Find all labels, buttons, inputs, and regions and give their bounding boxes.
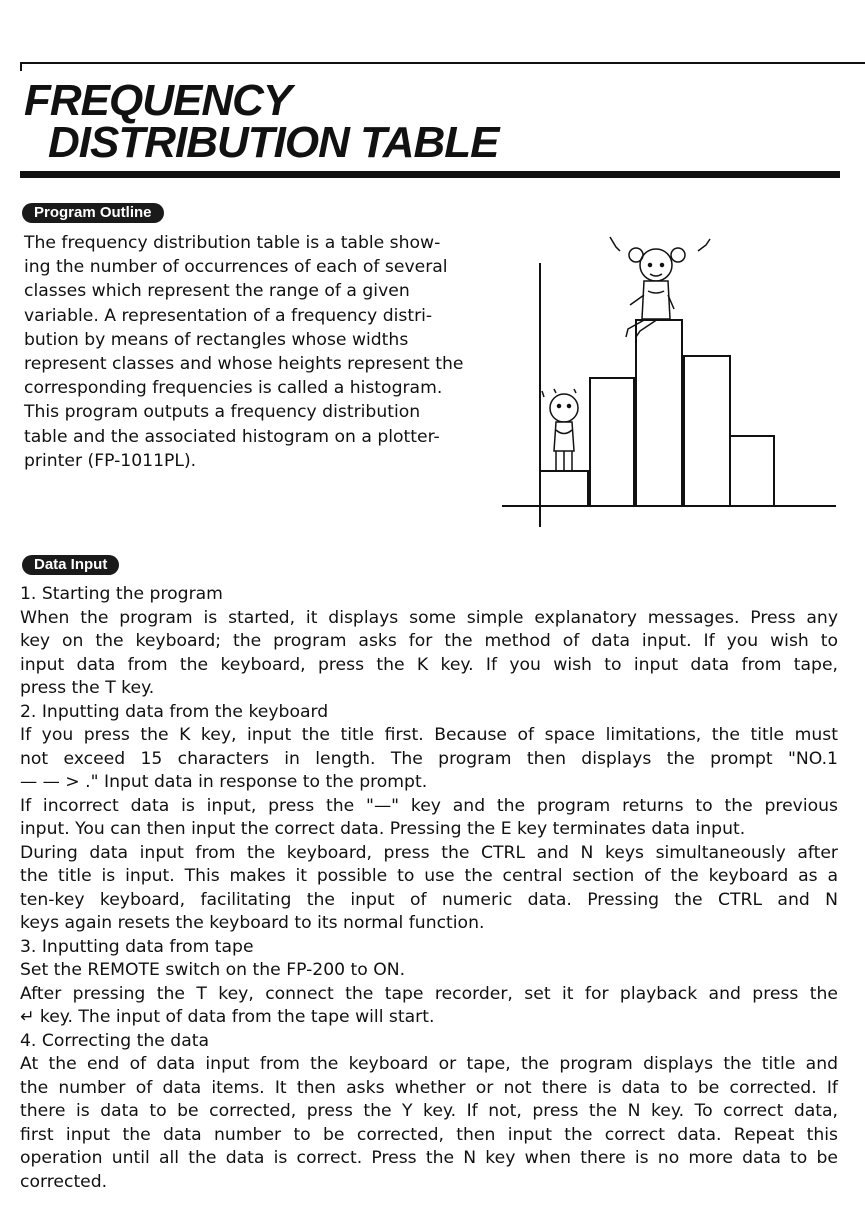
outline-line: bution by means of rectangles whose widths	[24, 329, 409, 350]
text-line: If incorrect data is input, press the "—" key and the program returns to the previous	[20, 795, 838, 816]
data-input-text	[20, 583, 838, 1194]
text-line: first input the data number to be corrected, then input the correct data. Repeat this	[20, 1124, 838, 1145]
text-line: Set the REMOTE switch on the FP-200 to ON.	[20, 960, 406, 980]
outline-line: printer (FP-1011PL).	[24, 450, 197, 471]
text-line: operation until all the data is correct. Press the N key when there is no more data to be	[20, 1148, 838, 1168]
text-line: After pressing the T key, connect the tape recorder, set it for playback and press the	[20, 983, 838, 1004]
outline-line: ing the number of occurrences of each of several	[24, 257, 448, 278]
text-line: During data input from the keyboard, press the CTRL and N keys simultaneously after	[20, 842, 838, 863]
histogram-bar	[590, 378, 634, 506]
cartoon-girl	[610, 237, 710, 337]
title-line-1: FREQUENCY	[24, 76, 292, 125]
text-line: the number of data items. It then asks whether or not there is data to be corrected. If	[20, 1077, 838, 1098]
histogram-illustration	[498, 225, 838, 530]
outline-line: classes which represent the range of a given	[24, 281, 410, 302]
title-underline	[20, 171, 840, 178]
text-line: press the T key.	[20, 678, 155, 698]
step-heading: 1. Starting the program	[20, 584, 223, 604]
text-line: When the program is started, it displays some simple explanatory messages. Press any	[20, 607, 838, 628]
text-line: there is data to be corrected, press the Y key. If not, press the N key. To correct data,	[20, 1101, 838, 1121]
page-title	[24, 76, 499, 167]
text-line: corrected.	[20, 1171, 108, 1192]
outline-line: corresponding frequencies is called a histogram.	[24, 378, 443, 399]
text-line: — — > ." Input data in response to the prompt.	[20, 772, 428, 792]
text-line: ↵ key. The input of data from the tape will start.	[20, 1007, 435, 1027]
text-line: If you press the K key, input the title first. Because of space limitations, the title must	[20, 725, 838, 745]
text-line: input data from the keyboard, press the K key. If you wish to input data from tape,	[20, 654, 838, 675]
histogram-bar	[540, 471, 588, 506]
text-line: At the end of data input from the keyboard or tape, the program displays the title and	[20, 1054, 838, 1074]
outline-line: represent classes and whose heights represent the	[24, 354, 464, 375]
outline-line: table and the associated histogram on a plotter-	[24, 426, 440, 447]
program-outline-text	[24, 231, 479, 473]
step-heading: 4. Correcting the data	[20, 1030, 210, 1051]
outline-line: This program outputs a frequency distribution	[24, 402, 421, 423]
text-line: key on the keyboard; the program asks for the method of data input. If you wish to	[20, 631, 838, 651]
section-label-program-outline: Program Outline	[22, 203, 164, 223]
histogram-bar	[636, 320, 682, 506]
step-heading: 2. Inputting data from the keyboard	[20, 701, 329, 722]
text-line: the title is input. This makes it possible to use the central section of the keyboard as a	[20, 866, 838, 886]
section-label-data-input: Data Input	[22, 555, 119, 575]
text-line: ten-key keyboard, facilitating the input of numeric data. Pressing the CTRL and N	[20, 889, 838, 910]
histogram-bar	[730, 436, 774, 506]
cartoon-boy	[542, 389, 578, 471]
outline-line: variable. A representation of a frequency distri-	[24, 305, 433, 326]
outline-line: The frequency distribution table is a table show-	[24, 233, 441, 253]
top-rule	[20, 62, 865, 71]
histogram-bar	[684, 356, 730, 506]
step-heading: 3. Inputting data from tape	[20, 936, 254, 957]
text-line: input. You can then input the correct data. Pressing the E key terminates data input.	[20, 819, 746, 839]
text-line: not exceed 15 characters in length. The program then displays the prompt "NO.1	[20, 748, 838, 769]
text-line: keys again resets the keyboard to its normal function.	[20, 913, 485, 933]
title-line-2: DISTRIBUTION TABLE	[48, 118, 499, 167]
